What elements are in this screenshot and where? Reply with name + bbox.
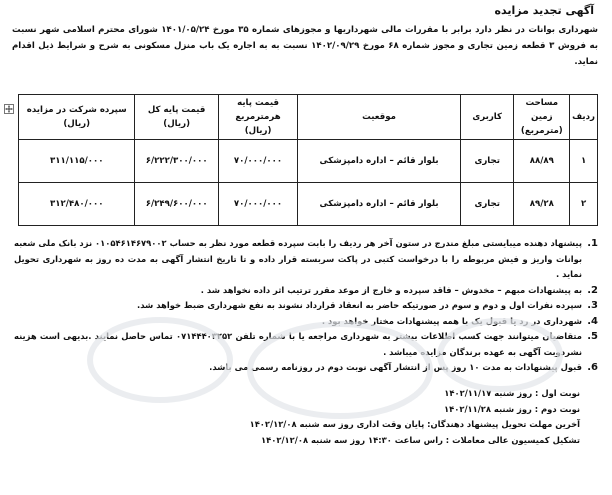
condition-text: قبول پیشنهادات به مدت ۱۰ روز پس از انتشار آگهی نوبت دوم در روزنامه رسمی می باشد. xyxy=(209,362,582,372)
cell-price-per-sqm: ۷۰/۰۰۰/۰۰۰ xyxy=(218,140,297,183)
notice-intro: شهرداری بوانات در نظر دارد برابر با مقررات مالی شهرداریها و مجوزهای شماره ۳۵ مورخ ۱۴۰۱/۰۵/۲۴ شورای محترم اسلامی شهر نسبت به فروش ۳ قطعه زمین تجاری و مجوز شماره ۶۸ مورخ ۱۴۰۲/۰۹/۲۹ نسبت به به اجاره یک باب منزل مسکونی به شرح و شرایط ذیل اقدام نماید. xyxy=(12,25,599,67)
first-publication-date: نوبت اول : روز شنبه ۱۴۰۲/۱۱/۱۷ xyxy=(444,388,580,398)
condition-text: سپرده نفرات اول و دوم و سوم در صورتیکه حاضر به انعقاد قرارداد نشوند به نفع شهرداری ضبط خواهد شد. xyxy=(137,300,582,310)
condition-number: 5. xyxy=(587,331,598,342)
notice-title: آگهی تجدید مزایده xyxy=(494,4,594,17)
condition-item xyxy=(14,298,598,314)
condition-text: به پیشنهادات مبهم – مخدوش – فاقد سپرده و خارج از موعد مقرر ترتیب اثر داده نخواهد شد . xyxy=(200,284,582,295)
conditions-list xyxy=(14,236,598,376)
cell-location: بلوار قائم – اداره دامپزشکی xyxy=(298,140,461,183)
cell-deposit: ۳۱۱/۱۱۵/۰۰۰ xyxy=(19,140,135,183)
cell-price-per-sqm: ۷۰/۰۰۰/۰۰۰ xyxy=(218,183,297,226)
cell-area: ۸۹/۲۸ xyxy=(514,183,570,226)
condition-number: 3. xyxy=(587,300,598,311)
condition-item xyxy=(14,314,598,330)
condition-item xyxy=(14,283,598,299)
condition-item xyxy=(14,236,598,283)
submission-deadline: آخرین مهلت تحویل پیشنهاد دهندگان: پایان وقت اداری روز سه شنبه ۱۴۰۲/۱۲/۰۸ xyxy=(249,419,580,429)
cell-total-price: ۶/۲۲۲/۳۰۰/۰۰۰ xyxy=(135,140,219,183)
condition-item xyxy=(14,329,598,360)
cell-usage: تجاری xyxy=(460,183,513,226)
condition-number: 4. xyxy=(587,315,598,327)
condition-text: متقاضیان میتوانند جهت کسب اطلاعات بیشتر به شهرداری مراجعه یا با شماره تلفن ۰۷۱۴۴۴۰۳۲۵۲ تماس حاصل نمایند .بدیهی است هزینه نشردوبت آگهی به عهده برندگان مزایده میباشد . xyxy=(14,331,582,357)
col-header-row-number: ردیف xyxy=(570,95,598,140)
cell-location: بلوار قائم – اداره دامپزشکی xyxy=(298,183,461,226)
table-row xyxy=(19,140,598,183)
cell-deposit: ۳۱۲/۴۸۰/۰۰۰ xyxy=(19,183,135,226)
col-header-deposit: سپرده شرکت در مزایده (ریال) xyxy=(19,95,135,140)
second-publication-date: نوبت دوم : روز شنبه ۱۴۰۲/۱۱/۲۸ xyxy=(444,403,580,414)
col-header-price-per-sqm: قیمت پایه هرمترمربع (ریال) xyxy=(218,95,297,140)
col-header-location: موقعیت xyxy=(298,95,461,140)
table-row xyxy=(19,183,598,226)
col-header-area: مساحت زمین (مترمربع) xyxy=(514,95,570,140)
cell-total-price: ۶/۲۴۹/۶۰۰/۰۰۰ xyxy=(135,183,219,226)
col-header-total-price: قیمت پایه کل (ریال) xyxy=(135,95,219,140)
cell-row-number: ۲ xyxy=(570,183,598,226)
condition-number: 6. xyxy=(587,362,598,373)
cell-area: ۸۸/۸۹ xyxy=(514,140,570,183)
auction-table xyxy=(18,94,598,226)
condition-text: پیشنهاد دهنده میبایستی مبلغ مندرج در ستون آخر هر ردیف را بابت سپرده قطعه مورد نظر به حساب ۰۱۰۵۴۶۱۴۶۷۹۰۰۲ نزد بانک ملی شعبه بوانات واریز و فیش مربوطه را با درخواست کتبی در پاکت سربسته قرار داده و تا تاریخ انتشار آگهی به مدت ده روز به شهرداری تحویل نماید . xyxy=(14,238,582,279)
condition-number: 1. xyxy=(587,238,598,249)
schedule-block xyxy=(250,386,580,448)
condition-number: 2. xyxy=(587,284,598,296)
cell-usage: تجاری xyxy=(460,140,513,183)
col-header-usage: کاربری xyxy=(460,95,513,140)
cell-row-number: ۱ xyxy=(570,140,598,183)
table-header-row xyxy=(19,95,598,140)
condition-text: شهرداری در رد یا قبول یک یا همه پیشنهادات مختار خواهد بود . xyxy=(321,315,582,326)
move-cross-icon[interactable] xyxy=(4,104,14,114)
condition-item xyxy=(14,360,598,376)
commission-meeting-date: تشکیل کمیسیون عالی معاملات : راس ساعت ۱۴:۳۰ روز سه شنبه ۱۴۰۲/۱۲/۰۸ xyxy=(261,434,580,445)
